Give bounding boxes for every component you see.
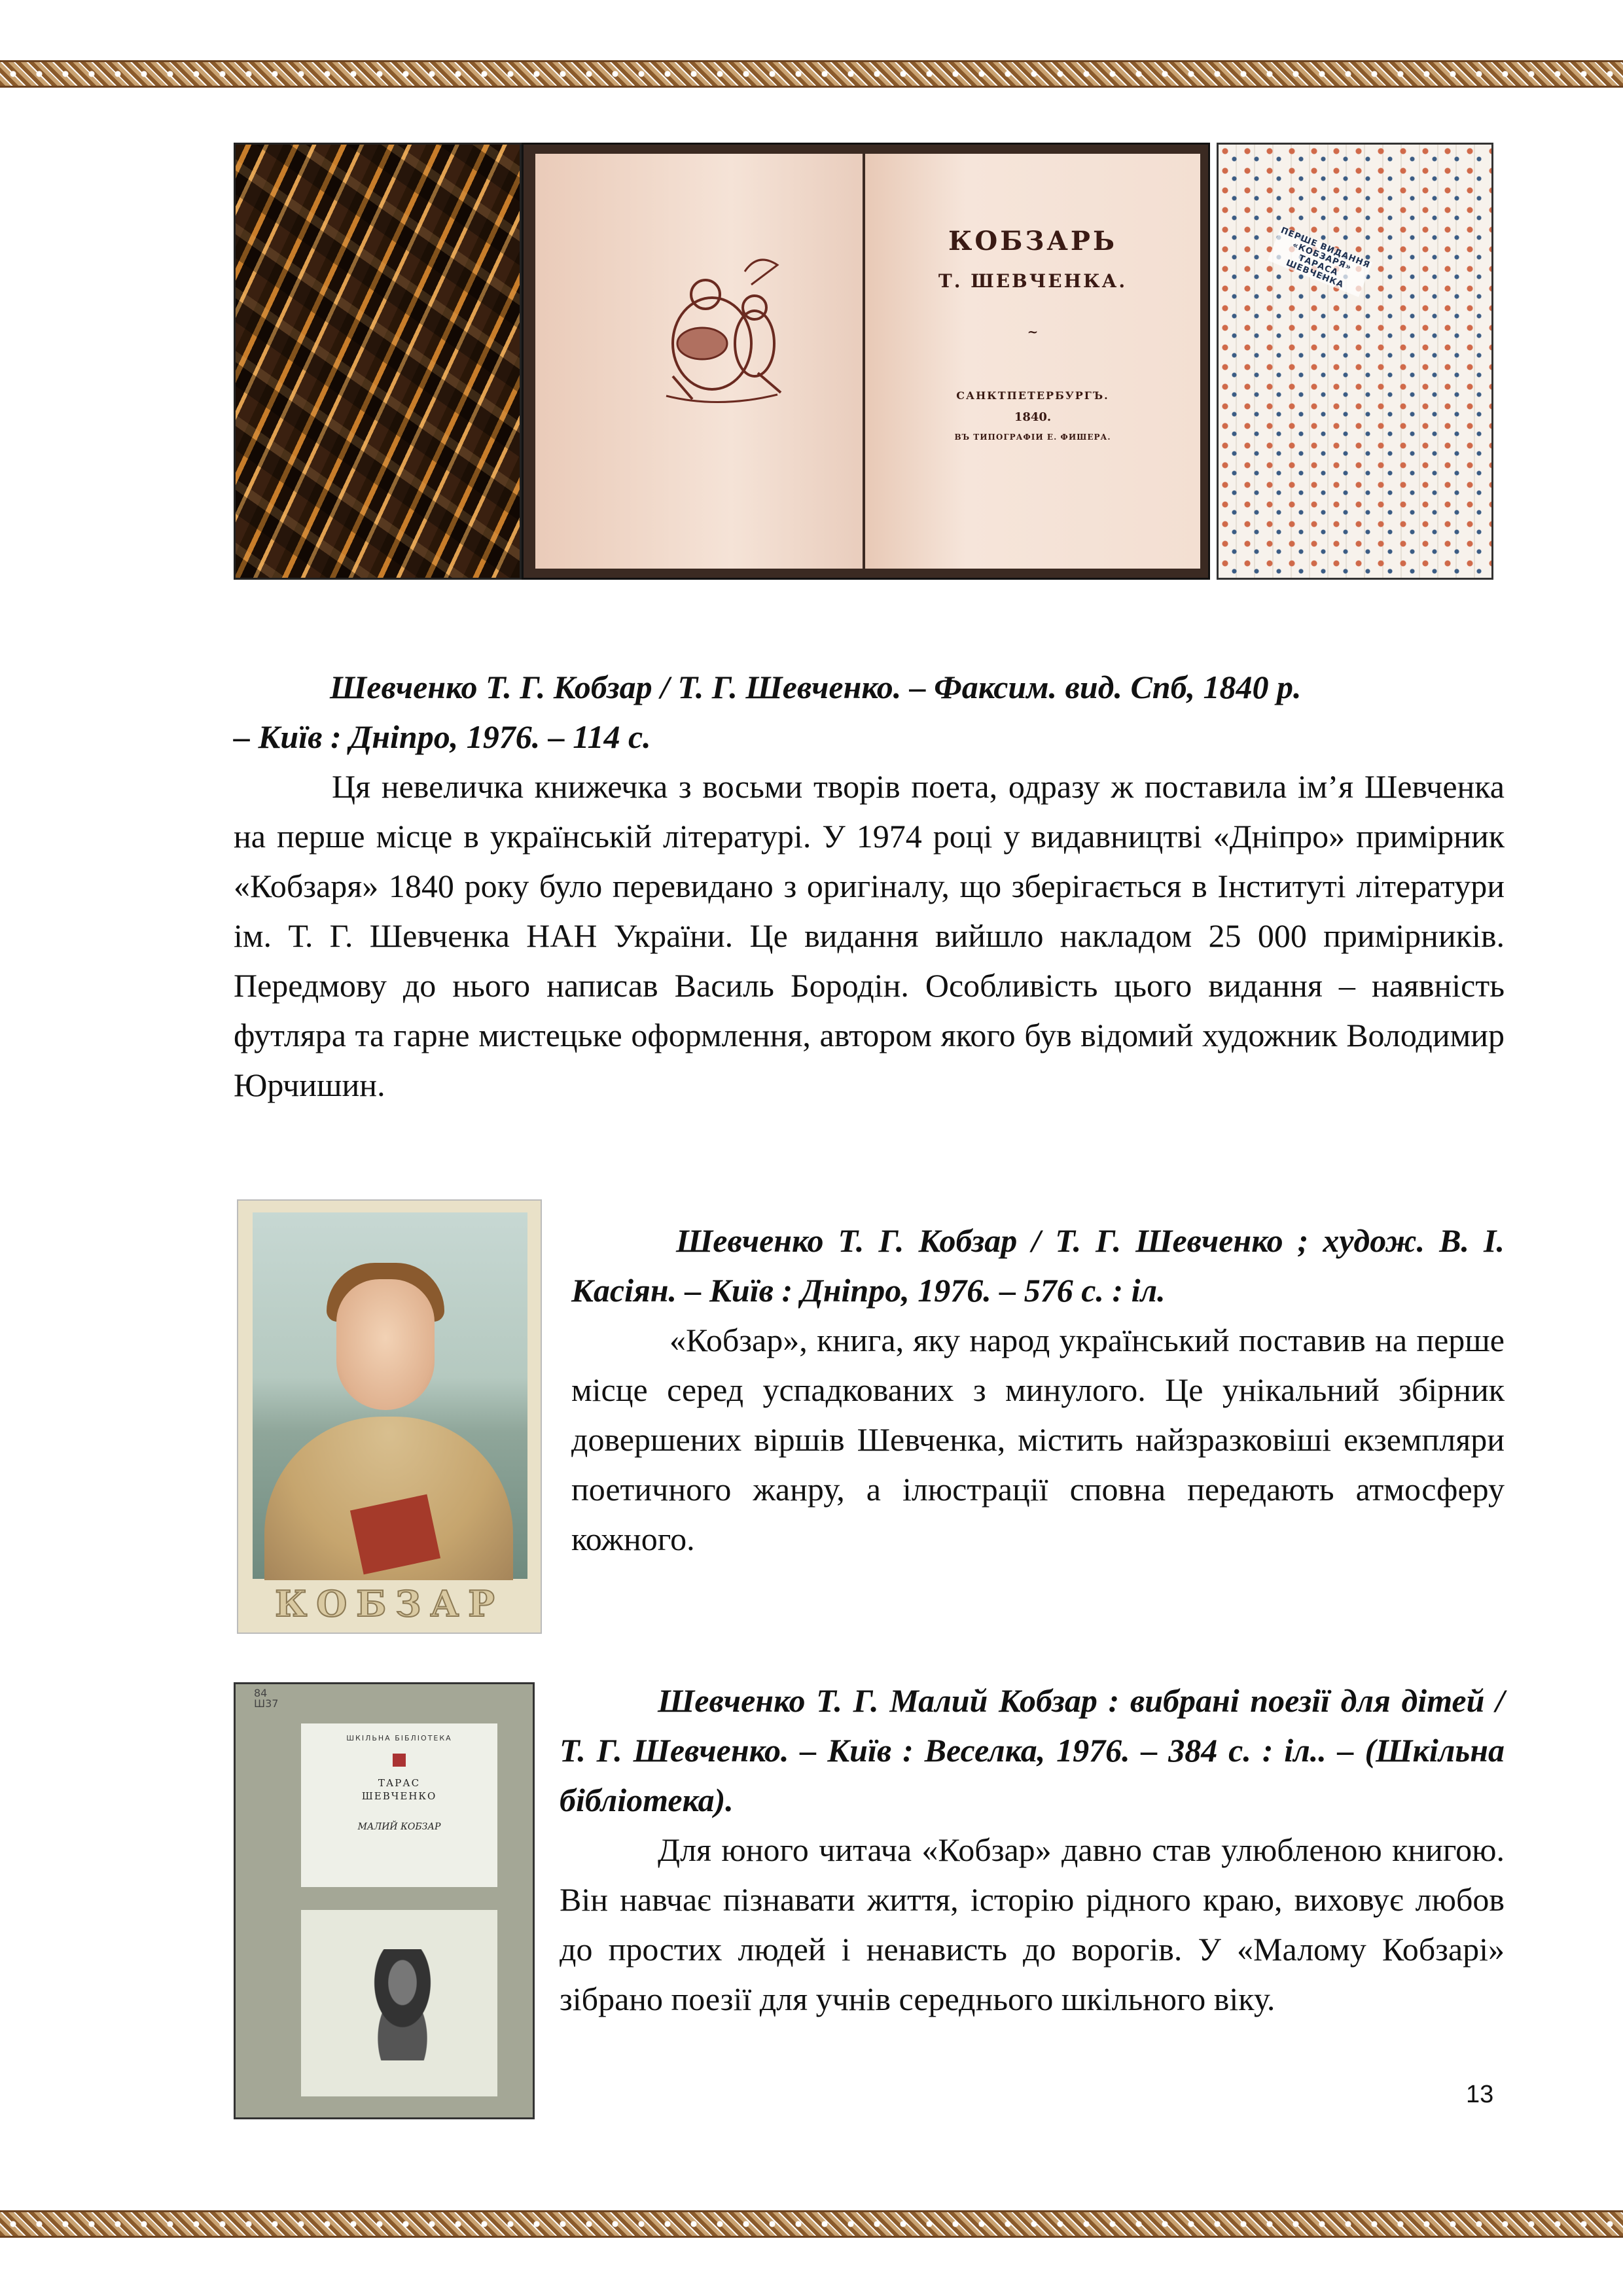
malyi-kobzar-cover xyxy=(234,1682,535,2119)
book-ornament: ~ xyxy=(1027,324,1039,340)
page-number: 13 xyxy=(1466,2081,1494,2108)
marbled-cover-image xyxy=(234,143,522,580)
entry-1-heading-line-1: Шевченко Т. Г. Кобзар / Т. Г. Шевченко. – Факсим. вид. Спб, 1840 р. xyxy=(330,669,1302,705)
kobzar-portrait-cover xyxy=(237,1199,542,1634)
book-title-page xyxy=(865,154,1200,569)
child-illustration xyxy=(353,1949,452,2060)
entry-3-heading: Шевченко Т. Г. Малий Кобзар : вибрані поезії для дітей / Т. Г. Шевченко. – Київ : Веселка, 1976. – 384 с. : іл.. – (Шкільна бібліотека). xyxy=(560,1682,1505,1818)
cover-title-panel xyxy=(301,1723,497,1887)
cover-series: ШКІЛЬНА БІБЛІОТЕКА xyxy=(346,1734,452,1742)
stamp-line-2: Ш37 xyxy=(254,1697,279,1710)
patterned-case-image xyxy=(1217,143,1493,580)
cover-illustration-panel xyxy=(301,1910,497,2096)
book-city: САНКТПЕТЕРБУРГЪ. xyxy=(956,389,1109,402)
cover-author-first: ТАРАС xyxy=(378,1777,421,1789)
cover-title: МАЛИЙ КОБЗАР xyxy=(357,1822,441,1832)
decorative-border-top xyxy=(0,60,1623,88)
case-title: ПЕРШЕ ВИДАННЯ «КОБЗАРЯ» ТАРАСА ШЕВЧЕНКА xyxy=(1268,226,1373,297)
book-author: Т. ШЕВЧЕНКА. xyxy=(938,270,1128,292)
entry-1-heading-line-2: – Київ : Дніпро, 1976. – 114 с. xyxy=(234,718,651,755)
library-stamp xyxy=(254,1688,278,1709)
entry-2-heading: Шевченко Т. Г. Кобзар / Т. Г. Шевченко ; худож. В. І. Касіян. – Київ : Дніпро, 1976. – 576 с. : іл. xyxy=(571,1222,1505,1309)
portrait-face xyxy=(336,1279,435,1410)
entry-1-paragraph: Ця невеличка книжечка з восьми творів поета, одразу ж поставила ім’я Шевченка на перше місце в українській літературі. У 1974 році у видавництві «Дніпро» примірник «Кобзаря» 1840 року було перевидано з оригіналу, що зберігається в Інституті літератури ім. Т. Г. Шевченка НАН України. Це видання вийшло накладом 25 000 примірників. Передмову до нього написав Василь Бородін. Особливість цього видання – наявність футляра та гарне мистецьке оформлення, автором якого був відомий художник Володимир Юрчишин. xyxy=(234,768,1505,1103)
book-left-page xyxy=(535,154,863,569)
book-printer: ВЪ ТИПОГРАФІИ Е. ФИШЕРА. xyxy=(954,433,1111,442)
entry-3-paragraph: Для юного читача «Кобзар» давно став улюбленою книгою. Він навчає пізнавати життя, історію рідного краю, виховує любов до простих людей і ненависть до ворогів. У «Малому Кобзарі» зібрано поезії для учнів середнього шкільного віку. xyxy=(560,1831,1505,2017)
cover-author-last: ШЕВЧЕНКО xyxy=(361,1790,437,1802)
book-year: 1840. xyxy=(1014,410,1052,424)
entry-2-paragraph: «Кобзар», книга, яку народ український поставив на перше місце серед успадкованих з минулого. Це унікальний збірник довершених віршів Шевченка, містить найзразковіші екземпляри поетичного жанру, а ілюстрації сповна передають атмосферу кожного. xyxy=(571,1322,1505,1557)
open-book-image xyxy=(522,143,1210,580)
decorative-border-bottom xyxy=(0,2210,1623,2238)
book-title: КОБЗАРЬ xyxy=(948,226,1117,256)
cover-author xyxy=(301,1777,497,1803)
cover-ornament-icon xyxy=(393,1754,406,1767)
cover-label: КОБЗАР xyxy=(275,1583,504,1625)
kobzar-illustration xyxy=(627,245,810,415)
stamp-line-1: 84 xyxy=(254,1687,268,1699)
